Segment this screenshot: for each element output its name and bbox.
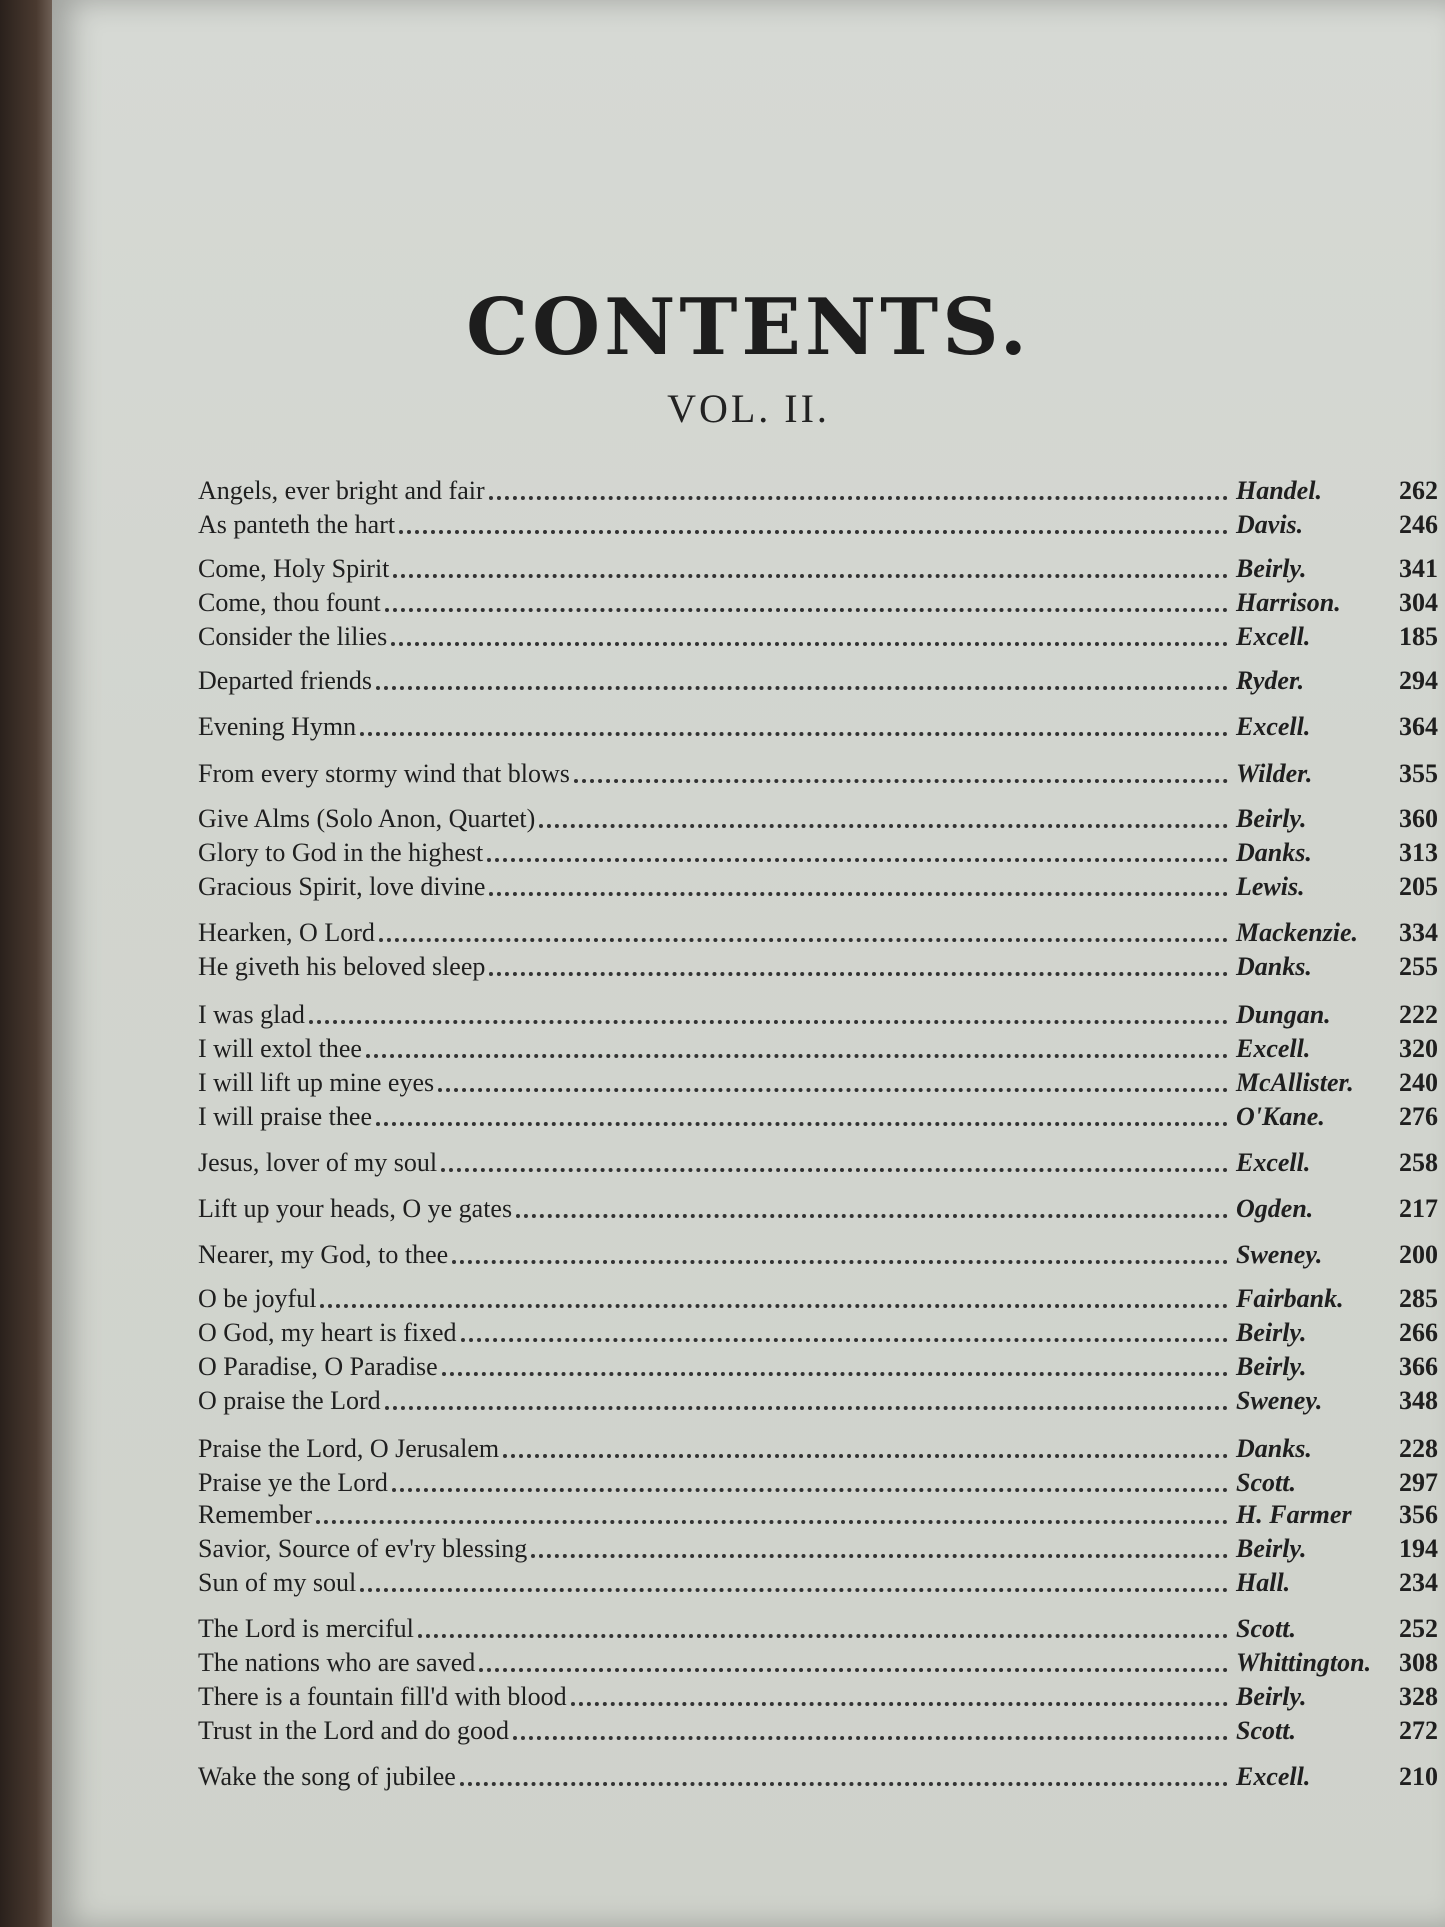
entry-page-number: 304 xyxy=(1399,588,1438,617)
dot-leader xyxy=(360,1588,1228,1592)
contents-entry xyxy=(198,948,1438,982)
dot-leader xyxy=(489,496,1228,500)
book-page xyxy=(52,0,1445,1927)
entry-title: I will praise thee xyxy=(198,1102,372,1131)
entry-composer: O'Kane. xyxy=(1236,1102,1325,1131)
entry-page-number: 228 xyxy=(1399,1434,1438,1463)
entry-title: Nearer, my God, to thee xyxy=(198,1240,449,1269)
entry-page-number: 262 xyxy=(1399,476,1438,505)
entry-title: He giveth his beloved sleep xyxy=(198,952,486,981)
entry-composer: Excell. xyxy=(1236,1034,1311,1063)
dot-leader xyxy=(376,686,1228,690)
dot-leader xyxy=(452,1260,1228,1264)
book-spine xyxy=(0,0,52,1927)
entry-composer: Dungan. xyxy=(1236,1000,1331,1029)
entry-composer: Scott. xyxy=(1236,1468,1296,1497)
dot-leader xyxy=(379,938,1228,942)
contents-entry xyxy=(198,1190,1438,1224)
contents-entry xyxy=(198,550,1438,584)
dot-leader xyxy=(487,858,1228,862)
entry-page-number: 294 xyxy=(1399,666,1438,695)
entry-title: O praise the Lord xyxy=(198,1386,381,1415)
entry-page-number: 272 xyxy=(1399,1716,1438,1745)
entry-title: The Lord is merciful xyxy=(198,1614,414,1643)
entry-page-number: 285 xyxy=(1399,1284,1438,1313)
entry-composer: Excell. xyxy=(1236,622,1311,651)
contents-entry xyxy=(198,996,1438,1030)
entry-composer: Scott. xyxy=(1236,1716,1296,1745)
entry-page-number: 205 xyxy=(1399,872,1438,901)
entry-title: Come, thou fount xyxy=(198,588,381,617)
entry-page-number: 313 xyxy=(1399,838,1438,867)
contents-entry xyxy=(198,1314,1438,1348)
contents-list xyxy=(52,0,1445,1927)
entry-title: Jesus, lover of my soul xyxy=(198,1148,438,1177)
contents-entry xyxy=(198,1064,1438,1098)
entry-page-number: 356 xyxy=(1399,1500,1438,1529)
entry-title: Consider the lilies xyxy=(198,622,388,651)
entry-composer: Whittington. xyxy=(1236,1648,1372,1677)
entry-composer: McAllister. xyxy=(1236,1068,1354,1097)
dot-leader xyxy=(391,642,1228,646)
contents-entry xyxy=(198,1678,1438,1712)
contents-entry xyxy=(198,1236,1438,1270)
entry-page-number: 200 xyxy=(1399,1240,1438,1269)
dot-leader xyxy=(393,574,1228,578)
entry-title: Remember xyxy=(198,1500,313,1529)
contents-entry xyxy=(198,1348,1438,1382)
page-title: CONTENTS. xyxy=(466,282,1031,373)
contents-entry xyxy=(198,472,1438,506)
entry-page-number: 328 xyxy=(1399,1682,1438,1711)
entry-composer: Beirly. xyxy=(1236,554,1307,583)
entry-composer: Beirly. xyxy=(1236,1318,1307,1347)
dot-leader xyxy=(503,1454,1228,1458)
dot-leader xyxy=(418,1634,1228,1638)
entry-title: Trust in the Lord and do good xyxy=(198,1716,510,1745)
contents-entry xyxy=(198,1758,1438,1792)
dot-leader xyxy=(574,779,1228,783)
dot-leader xyxy=(385,608,1228,612)
entry-composer: Fairbank. xyxy=(1236,1284,1344,1313)
entry-title: As panteth the hart xyxy=(198,510,396,539)
entry-title: I was glad xyxy=(198,1000,305,1029)
entry-composer: Danks. xyxy=(1236,838,1312,867)
entry-title: Come, Holy Spirit xyxy=(198,554,390,583)
contents-entry xyxy=(198,1610,1438,1644)
entry-page-number: 234 xyxy=(1399,1568,1438,1597)
contents-entry xyxy=(198,755,1438,789)
contents-entry xyxy=(198,506,1438,540)
entry-composer: Scott. xyxy=(1236,1614,1296,1643)
contents-entry xyxy=(198,1098,1438,1132)
contents-entry xyxy=(198,1030,1438,1064)
entry-composer: Handel. xyxy=(1236,476,1322,505)
entry-title: Savior, Source of ev'ry blessing xyxy=(198,1534,528,1563)
entry-composer: Danks. xyxy=(1236,952,1312,981)
contents-entry xyxy=(198,662,1438,696)
entry-title: Wake the song of jubilee xyxy=(198,1762,456,1791)
contents-entry xyxy=(198,1496,1438,1530)
contents-entry xyxy=(198,1530,1438,1564)
dot-leader xyxy=(460,1782,1228,1786)
dot-leader xyxy=(438,1088,1228,1092)
dot-leader xyxy=(442,1372,1228,1376)
contents-entry xyxy=(198,1564,1438,1598)
dot-leader xyxy=(571,1702,1228,1706)
entry-composer: Beirly. xyxy=(1236,1534,1307,1563)
contents-entry xyxy=(198,618,1438,652)
contents-entry xyxy=(198,1644,1438,1678)
entry-page-number: 210 xyxy=(1399,1762,1438,1791)
dot-leader xyxy=(320,1304,1228,1308)
entry-page-number: 194 xyxy=(1399,1534,1438,1563)
entry-composer: Hall. xyxy=(1236,1568,1291,1597)
contents-entry xyxy=(198,868,1438,902)
entry-page-number: 341 xyxy=(1399,554,1438,583)
entry-title: O Paradise, O Paradise xyxy=(198,1352,438,1381)
dot-leader xyxy=(516,1214,1228,1218)
contents-entry xyxy=(198,1464,1438,1498)
dot-leader xyxy=(376,1122,1228,1126)
dot-leader xyxy=(489,972,1228,976)
entry-composer: H. Farmer xyxy=(1236,1500,1352,1529)
entry-composer: Sweney. xyxy=(1236,1386,1323,1415)
entry-title: Glory to God in the highest xyxy=(198,838,484,867)
entry-page-number: 255 xyxy=(1399,952,1438,981)
contents-entry xyxy=(198,584,1438,618)
entry-page-number: 266 xyxy=(1399,1318,1438,1347)
dot-leader xyxy=(441,1168,1228,1172)
dot-leader xyxy=(360,732,1228,736)
entry-composer: Davis. xyxy=(1236,510,1304,539)
dot-leader xyxy=(385,1406,1228,1410)
entry-title: Give Alms (Solo Anon, Quartet) xyxy=(198,804,536,833)
entry-title: Hearken, O Lord xyxy=(198,918,375,947)
entry-title: I will lift up mine eyes xyxy=(198,1068,435,1097)
entry-title: Gracious Spirit, love divine xyxy=(198,872,486,901)
entry-composer: Beirly. xyxy=(1236,804,1307,833)
contents-entry xyxy=(198,800,1438,834)
dot-leader xyxy=(531,1554,1228,1558)
entry-composer: Ogden. xyxy=(1236,1194,1314,1223)
entry-page-number: 240 xyxy=(1399,1068,1438,1097)
entry-page-number: 246 xyxy=(1399,510,1438,539)
entry-composer: Lewis. xyxy=(1236,872,1305,901)
entry-page-number: 258 xyxy=(1399,1148,1438,1177)
entry-page-number: 320 xyxy=(1399,1034,1438,1063)
entry-title: O God, my heart is fixed xyxy=(198,1318,457,1347)
entry-composer: Wilder. xyxy=(1236,759,1313,788)
contents-entry xyxy=(198,1430,1438,1464)
entry-page-number: 308 xyxy=(1399,1648,1438,1677)
entry-title: I will extol thee xyxy=(198,1034,362,1063)
dot-leader xyxy=(316,1520,1228,1524)
entry-composer: Excell. xyxy=(1236,1148,1311,1177)
dot-leader xyxy=(309,1020,1228,1024)
entry-page-number: 366 xyxy=(1399,1352,1438,1381)
entry-title: Praise the Lord, O Jerusalem xyxy=(198,1434,500,1463)
contents-entry xyxy=(198,1382,1438,1416)
entry-title: Sun of my soul xyxy=(198,1568,357,1597)
entry-page-number: 360 xyxy=(1399,804,1438,833)
entry-composer: Sweney. xyxy=(1236,1240,1323,1269)
dot-leader xyxy=(461,1338,1228,1342)
entry-page-number: 276 xyxy=(1399,1102,1438,1131)
entry-page-number: 222 xyxy=(1399,1000,1438,1029)
entry-page-number: 334 xyxy=(1399,918,1438,947)
entry-title: O be joyful xyxy=(198,1284,317,1313)
entry-composer: Mackenzie. xyxy=(1236,918,1359,947)
entry-page-number: 364 xyxy=(1399,712,1438,741)
dot-leader xyxy=(479,1668,1228,1672)
contents-entry xyxy=(198,1712,1438,1746)
entry-page-number: 217 xyxy=(1399,1194,1438,1223)
entry-title: Departed friends xyxy=(198,666,372,695)
entry-title: Evening Hymn xyxy=(198,712,357,741)
dot-leader xyxy=(392,1488,1228,1492)
entry-page-number: 355 xyxy=(1399,759,1438,788)
entry-page-number: 252 xyxy=(1399,1614,1438,1643)
entry-composer: Danks. xyxy=(1236,1434,1312,1463)
dot-leader xyxy=(366,1054,1228,1058)
contents-entry xyxy=(198,914,1438,948)
contents-entry xyxy=(198,834,1438,868)
volume-label: VOL. II. xyxy=(667,386,830,431)
entry-title: Lift up your heads, O ye gates xyxy=(198,1194,513,1223)
dot-leader xyxy=(399,530,1228,534)
contents-entry xyxy=(198,708,1438,742)
entry-title: There is a fountain fill'd with blood xyxy=(198,1682,567,1711)
entry-composer: Ryder. xyxy=(1236,666,1305,695)
contents-entry xyxy=(198,1280,1438,1314)
entry-title: Praise ye the Lord xyxy=(198,1468,388,1497)
entry-composer: Beirly. xyxy=(1236,1352,1307,1381)
entry-title: From every stormy wind that blows xyxy=(198,759,570,788)
entry-title: Angels, ever bright and fair xyxy=(198,476,485,505)
entry-title: The nations who are saved xyxy=(198,1648,476,1677)
dot-leader xyxy=(513,1736,1228,1740)
dot-leader xyxy=(489,892,1228,896)
entry-page-number: 185 xyxy=(1399,622,1438,651)
entry-page-number: 348 xyxy=(1399,1386,1438,1415)
entry-composer: Beirly. xyxy=(1236,1682,1307,1711)
entry-composer: Excell. xyxy=(1236,712,1311,741)
entry-composer: Harrison. xyxy=(1236,588,1341,617)
entry-composer: Excell. xyxy=(1236,1762,1311,1791)
dot-leader xyxy=(539,824,1228,828)
contents-entry xyxy=(198,1144,1438,1178)
entry-page-number: 297 xyxy=(1399,1468,1438,1497)
